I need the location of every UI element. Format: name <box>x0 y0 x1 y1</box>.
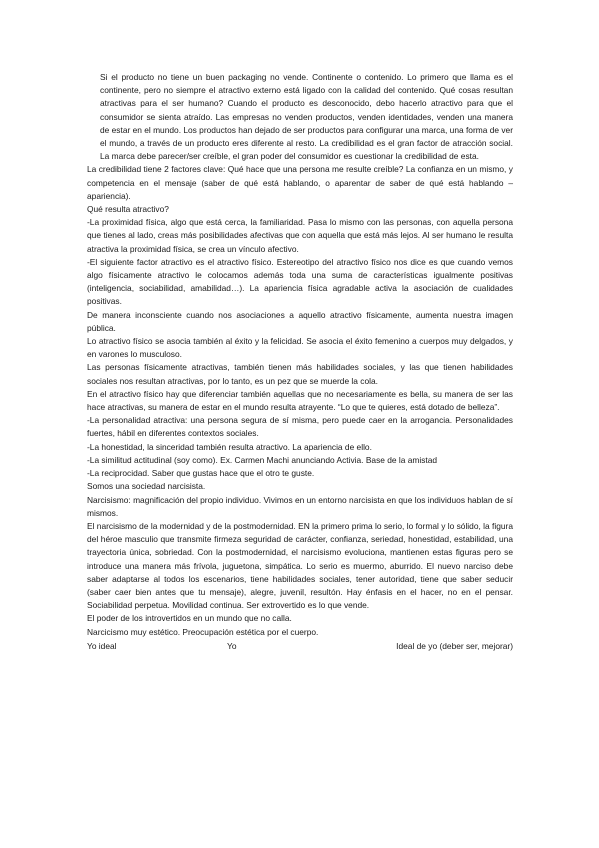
paragraph: -La personalidad atractiva: una persona segura de sí misma, pero puede caer en la arrogancia. Personalidades fuertes, hábil en diferentes contextos sociales. <box>87 415 513 439</box>
paragraph: De manera inconsciente cuando nos asociaciones a aquello atractivo físicamente, aumenta nuestra imagen pública. <box>87 309 513 333</box>
paragraph: En el atractivo físico hay que diferenciar también aquellas que no necesariamente es bella, su manera de ser las hace atractivas, su manera de estar en el mundo resulta atrayente. “Lo que te quieres, está dotado de belleza”. <box>87 388 513 413</box>
yo-ideal-label: Yo ideal <box>87 640 117 651</box>
paragraph: Narcisismo: magnificación del propio individuo. Vivimos en un entorno narcisista en que los individuos hablan de sí mismos. <box>87 494 513 518</box>
yo-label: Yo <box>227 640 237 651</box>
paragraph: -El siguiente factor atractivo es el atractivo físico. Estereotipo del atractivo físico nos dice es que cuando vemos algo físicamente atractivo le colocamos además toda una suma de características igualmente positivas (inteligencia, sociabilidad, amabilidad…). La apariencia física agradable activa la asociación de cualidades positivas. <box>87 256 513 307</box>
paragraph: El poder de los introvertidos en un mundo que no calla. <box>87 613 292 624</box>
paragraph: -La reciprocidad. Saber que gustas hace que el otro te guste. <box>87 468 315 479</box>
paragraph: La credibilidad tiene 2 factores clave: Qué hace que una persona me resulte creíble? La confianza en un mismo, y competencia en el mensaje (saber de qué está hablando, o aparentar de saber de qué está hablando – apariencia). <box>87 164 513 201</box>
ideal-de-yo-label: Ideal de yo (deber ser, mejorar) <box>396 640 513 651</box>
paragraph: Somos una sociedad narcisista. <box>87 481 206 492</box>
paragraph: -La proximidad física, algo que está cerca, la familiaridad. Pasa lo mismo con las personas, con aquella persona que tienes al lado, creas más posibilidades afectivas que con aquella que está más lejos. Al ser humano le resulta atractiva la proximidad física, se crea un vínculo afectivo. <box>87 217 513 254</box>
document-page <box>87 71 513 653</box>
paragraph: Narcicismo muy estético. Preocupación estética por el cuerpo. <box>87 626 319 637</box>
paragraph: Si el producto no tiene un buen packaging no vende. Continente o contenido. Lo primero que llama es el continente, pero no siempre el atractivo externo está ligado con la calidad del contenido. Qué cosas resultan atractivas para el ser humano? Cuando el producto es desconocido, debo hacerlo atractivo para que el consumidor se sienta atraído. Las empresas no venden productos, venden identidades, venden una manera de estar en el mundo. Los productos han dejado de ser productos para configurar una marca, una forma de ver el mundo, a través de un producto eres diferente al resto. La credibilidad es el gran factor de atracción social. La marca debe parecer/ser creíble, el gran poder del consumidor es cuestionar la credibilidad de esta. <box>100 72 513 162</box>
paragraph: Lo atractivo físico se asocia también al éxito y la felicidad. Se asocia el éxito femenino a cuerpos muy delgados, y en varones lo musculoso. <box>87 336 513 360</box>
paragraph: Qué resulta atractivo? <box>87 204 169 215</box>
paragraph: -La similitud actitudinal (soy como). Ex. Carmen Machi anunciando Activia. Base de la amistad <box>87 454 438 465</box>
ideal-row <box>87 640 513 653</box>
paragraph: -La honestidad, la sinceridad también resulta atractivo. La apariencia de ello. <box>87 441 372 452</box>
paragraph: El narcisismo de la modernidad y de la postmodernidad. EN la primero prima lo serio, lo formal y lo sólido, la figura del héroe masculio que transmite firmeza seguridad de carácter, confianza, seriedad, honestidad, estabilidad, una trayectoria única, sobriedad. Con la postmodernidad, el narcisismo evoluciona, mantienen estas figuras pero se introduce una manera más frívola, juguetona, simpática. Lo serio es muermo, aburrido. El nuevo narciso debe saber adaptarse al todos los escenarios, tiene habilidades sociales, tener autoridad, tiene que saber seducir (saber caer bien antes que tu mensaje), alegre, juvenil, resultón. Hay énfasis en el hacer, no en el pensar. Sociabilidad perpetua. Movilidad continua. Ser extrovertido es lo que vende. <box>87 520 513 611</box>
paragraph-list <box>87 71 513 639</box>
paragraph: Las personas físicamente atractivas, también tienen más habilidades sociales, y las que tienen habilidades sociales nos resultan atractivas, por lo tanto, es un pez que se muerde la cola. <box>87 362 513 386</box>
